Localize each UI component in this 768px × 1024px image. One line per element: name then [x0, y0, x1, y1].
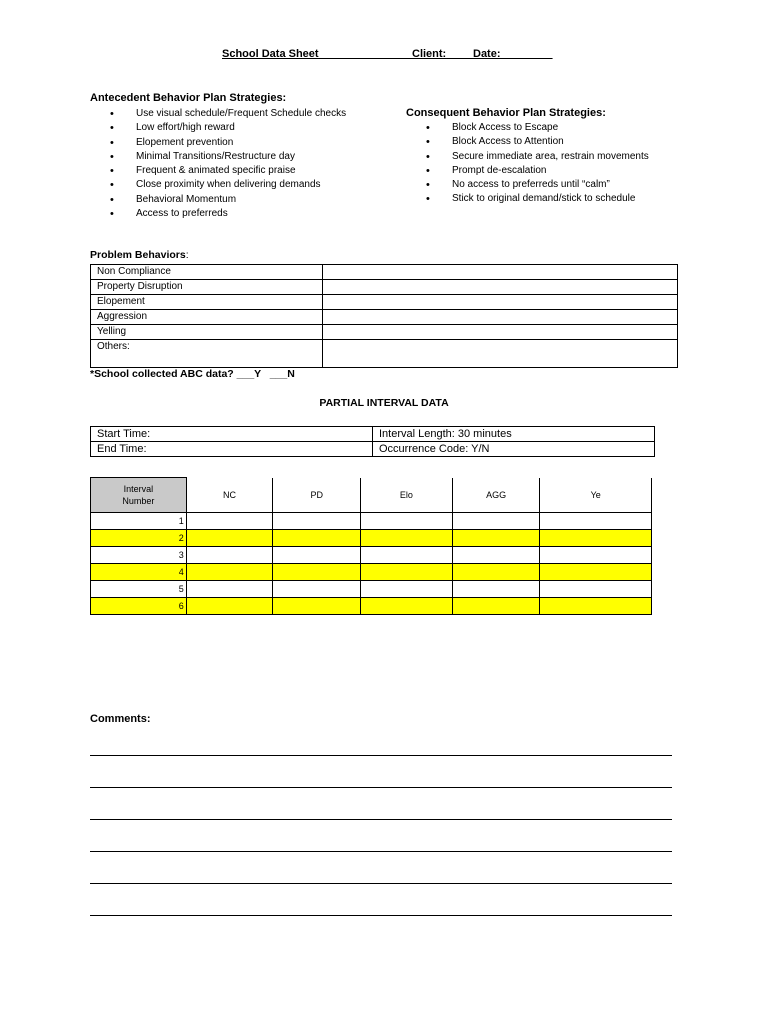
- problem-behavior-notes-cell[interactable]: [323, 310, 678, 325]
- problem-behavior-label: Elopement: [91, 295, 323, 310]
- interval-cell-elo[interactable]: [361, 581, 453, 598]
- interval-number-cell: 4: [91, 564, 187, 581]
- column-header-ye: Ye: [540, 478, 652, 513]
- problem-behavior-label: Aggression: [91, 310, 323, 325]
- interval-cell-elo[interactable]: [361, 564, 453, 581]
- interval-cell-nc[interactable]: [186, 530, 273, 547]
- interval-number-cell: 5: [91, 581, 187, 598]
- client-label: Client:: [412, 48, 447, 60]
- interval-number-cell: 2: [91, 530, 187, 547]
- date-field: [473, 48, 553, 60]
- column-header-nc: NC: [186, 478, 273, 513]
- problem-behavior-notes-cell[interactable]: [323, 265, 678, 280]
- interval-cell-ye[interactable]: [540, 530, 652, 547]
- column-header-agg: AGG: [452, 478, 540, 513]
- comment-line[interactable]: [90, 787, 672, 788]
- partial-interval-title: PARTIAL INTERVAL DATA: [319, 397, 449, 409]
- antecedent-item: • Frequent & animated specific praise: [110, 164, 346, 178]
- problem-behavior-notes-cell[interactable]: [323, 340, 678, 368]
- date-label: Date:: [473, 48, 501, 60]
- interval-cell-pd[interactable]: [273, 564, 361, 581]
- comment-line[interactable]: [90, 755, 672, 756]
- sheet-title: [222, 48, 426, 60]
- antecedent-item: • Behavioral Momentum: [110, 193, 346, 207]
- comment-line[interactable]: [90, 915, 672, 916]
- consequent-item: • Block Access to Attention: [426, 135, 649, 149]
- comment-line[interactable]: [90, 883, 672, 884]
- interval-number-cell: 3: [91, 547, 187, 564]
- interval-cell-pd[interactable]: [273, 598, 361, 615]
- abc-data-question: *School collected ABC data? ___Y ___N: [90, 368, 295, 380]
- interval-header-row: [91, 478, 652, 513]
- interval-number-cell: 1: [91, 513, 187, 530]
- end-time-cell[interactable]: End Time:: [91, 442, 373, 457]
- interval-row: [91, 581, 652, 598]
- comments-label: Comments:: [90, 713, 151, 725]
- consequent-list: [426, 121, 649, 207]
- date-blank: ________: [500, 48, 553, 60]
- time-row: [91, 442, 655, 457]
- interval-row: [91, 513, 652, 530]
- interval-cell-elo[interactable]: [361, 547, 453, 564]
- problem-behavior-notes-cell[interactable]: [323, 325, 678, 340]
- consequent-item: • Prompt de-escalation: [426, 164, 649, 178]
- start-time-cell[interactable]: Start Time:: [91, 427, 373, 442]
- problem-behaviors-table: [90, 264, 678, 368]
- interval-cell-agg[interactable]: [452, 564, 540, 581]
- consequent-item: • Secure immediate area, restrain movements: [426, 150, 649, 164]
- interval-length-cell: Interval Length: 30 minutes: [373, 427, 655, 442]
- consequent-item: • No access to preferreds until “calm”: [426, 178, 649, 192]
- problem-behavior-row: [91, 265, 678, 280]
- interval-cell-pd[interactable]: [273, 513, 361, 530]
- problem-behavior-row: [91, 310, 678, 325]
- problem-behavior-notes-cell[interactable]: [323, 280, 678, 295]
- interval-cell-ye[interactable]: [540, 564, 652, 581]
- consequent-title: Consequent Behavior Plan Strategies:: [406, 107, 606, 119]
- column-header-pd: PD: [273, 478, 361, 513]
- antecedent-item: • Use visual schedule/Frequent Schedule checks: [110, 107, 346, 121]
- client-field: [412, 48, 474, 60]
- interval-number-header: [91, 478, 187, 513]
- interval-cell-nc[interactable]: [186, 564, 273, 581]
- problem-behavior-notes-cell[interactable]: [323, 295, 678, 310]
- interval-row: [91, 564, 652, 581]
- antecedent-item: • Access to preferreds: [110, 207, 346, 221]
- interval-cell-agg[interactable]: [452, 530, 540, 547]
- interval-cell-nc[interactable]: [186, 513, 273, 530]
- comment-line[interactable]: [90, 819, 672, 820]
- problem-behavior-row: [91, 340, 678, 368]
- problem-behavior-row: [91, 295, 678, 310]
- interval-cell-agg[interactable]: [452, 598, 540, 615]
- interval-cell-agg[interactable]: [452, 513, 540, 530]
- interval-cell-pd[interactable]: [273, 581, 361, 598]
- interval-cell-elo[interactable]: [361, 598, 453, 615]
- problem-behavior-label: Yelling: [91, 325, 323, 340]
- interval-cell-pd[interactable]: [273, 547, 361, 564]
- interval-cell-elo[interactable]: [361, 513, 453, 530]
- interval-cell-nc[interactable]: [186, 581, 273, 598]
- problem-behavior-row: [91, 325, 678, 340]
- sheet-title-text: School Data Sheet: [222, 48, 319, 60]
- consequent-item: • Stick to original demand/stick to schedule: [426, 192, 649, 206]
- antecedent-item: • Elopement prevention: [110, 136, 346, 150]
- interval-header-line2: Number: [122, 496, 155, 506]
- client-blank: [446, 48, 474, 60]
- problem-behavior-label: Non Compliance: [91, 265, 323, 280]
- antecedent-title: Antecedent Behavior Plan Strategies:: [90, 92, 287, 104]
- problem-behaviors-colon: :: [185, 249, 189, 261]
- consequent-item: • Block Access to Escape: [426, 121, 649, 135]
- interval-row: [91, 547, 652, 564]
- interval-cell-ye[interactable]: [540, 581, 652, 598]
- interval-cell-agg[interactable]: [452, 547, 540, 564]
- problem-behavior-label: Property Disruption: [91, 280, 323, 295]
- interval-row: [91, 530, 652, 547]
- interval-row: [91, 598, 652, 615]
- sheet-title-underline: [319, 48, 426, 60]
- problem-behaviors-title: [90, 249, 189, 261]
- interval-cell-agg[interactable]: [452, 581, 540, 598]
- occurrence-code-cell: Occurrence Code: Y/N: [373, 442, 655, 457]
- interval-data-table: [90, 477, 652, 615]
- interval-cell-nc[interactable]: [186, 598, 273, 615]
- problem-behavior-row: [91, 280, 678, 295]
- interval-cell-ye[interactable]: [540, 547, 652, 564]
- problem-behavior-label: Others:: [91, 340, 323, 368]
- interval-header-line1: Interval: [123, 484, 154, 494]
- interval-cell-ye[interactable]: [540, 513, 652, 530]
- interval-cell-nc[interactable]: [186, 547, 273, 564]
- antecedent-item: • Close proximity when delivering demands: [110, 178, 346, 192]
- antecedent-item: • Minimal Transitions/Restructure day: [110, 150, 346, 164]
- comment-line[interactable]: [90, 851, 672, 852]
- interval-cell-elo[interactable]: [361, 530, 453, 547]
- column-header-elo: Elo: [361, 478, 453, 513]
- time-table: [90, 426, 655, 457]
- page-header: [0, 48, 768, 64]
- time-row: [91, 427, 655, 442]
- antecedent-list: [110, 107, 346, 221]
- antecedent-item: • Low effort/high reward: [110, 121, 346, 135]
- interval-cell-ye[interactable]: [540, 598, 652, 615]
- interval-number-cell: 6: [91, 598, 187, 615]
- interval-cell-pd[interactable]: [273, 530, 361, 547]
- problem-behaviors-title-text: Problem Behaviors: [90, 249, 186, 261]
